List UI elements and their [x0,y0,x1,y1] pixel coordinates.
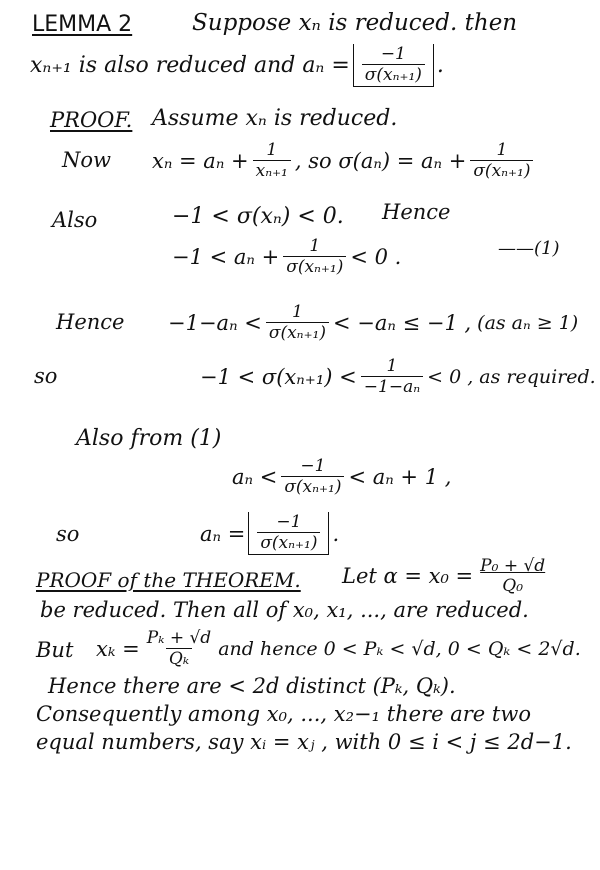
fraction-numerator: 1 [496,140,508,160]
theorem-let-text: Let α = x₀ = [342,564,474,588]
fraction-numerator: P₀ + √d [480,556,546,576]
floor2-end: . [332,521,340,546]
fraction-numerator: 1 [386,356,398,376]
now-eq-left: xₙ = aₙ + [152,148,249,173]
ineq1-left: −1 < aₙ + [172,244,280,269]
fraction-numerator: Pₖ + √d [146,628,212,648]
fraction-numerator: −1 [276,512,302,532]
ineq2-right: < −aₙ ≤ −1 , [333,310,472,335]
proof-assume: Assume xₙ is reduced. [152,106,398,131]
ineq2-left: −1−aₙ < [168,310,262,335]
floor2-left: aₙ = [200,521,246,546]
lemma-line-2 [30,44,444,87]
lemma-line-2-end: . [436,53,444,78]
fraction-denominator: σ(xₙ₊₁) [362,64,425,85]
lemma-line-1: Suppose xₙ is reduced. then [192,10,518,36]
equation-tag-1: ——(1) [498,238,560,259]
also-from-label: Also from (1) [76,426,222,451]
inequality-4 [232,456,451,497]
ineq3-fraction [361,356,423,397]
but-left: xₖ = [96,636,140,661]
fraction-denominator: σ(xₙ₊₁) [470,160,533,181]
floor2-fraction [257,512,320,553]
alpha-fraction [477,556,548,596]
theorem-line-5: Consequently among x₀, ..., x₂⁤−₁ there are two [36,702,531,726]
lemma-floor-expression [353,44,434,87]
lemma-label: LEMMA 2 [32,12,133,37]
lemma-line-2-text: xₙ₊₁ is also reduced and aₙ = [30,53,350,78]
also-label: Also [52,208,98,232]
ineq1-fraction [283,236,346,277]
fraction-numerator: 1 [292,302,303,322]
now-fraction-2 [470,140,533,181]
now-equation [152,140,537,181]
floor-equation-2 [200,512,339,555]
fraction-denominator: σ(xₙ₊₁) [283,256,346,277]
proof-label: PROOF. [50,108,133,132]
ineq4-left: aₙ < [232,464,278,489]
but-fraction [144,628,214,669]
also-inequality: −1 < σ(xₙ) < 0. [172,204,344,229]
fraction-denominator: σ(xₙ₊₁) [257,532,320,553]
theorem-let-line [342,556,552,596]
theorem-but-line [96,628,581,669]
ineq3-left: −1 < σ(xₙ₊₁) < [200,364,357,389]
fraction-numerator: 1 [309,236,321,256]
now-eq-mid: , so σ(aₙ) = aₙ + [294,148,467,173]
now-fraction-1 [253,140,291,181]
ineq4-right: < aₙ + 1 , [348,464,452,489]
but-label: But [36,638,74,662]
theorem-line-2: be reduced. Then all of x₀, x₁, ..., are reduced. [40,598,529,622]
inequality-1 [172,236,401,277]
inequality-2 [168,302,578,343]
fraction-numerator: −1 [380,44,406,64]
floor2-expression [248,512,329,555]
so-label: so [34,364,58,388]
fraction-denominator: σ(xₙ₊₁) [281,476,344,497]
lemma-floor-fraction [362,44,425,85]
fraction-denominator: xₙ₊₁ [253,160,291,181]
so2-label: so [56,522,80,546]
theorem-line-4: Hence there are < 2d distinct (Pₖ, Qₖ). [48,674,456,698]
theorem-proof-label: PROOF of the THEOREM. [36,568,301,592]
ineq3-right: < 0 , as required. [427,365,596,388]
ineq2-note: (as aₙ ≥ 1) [477,311,579,334]
fraction-denominator: −1−aₙ [361,376,423,397]
theorem-line-6: equal numbers, say xᵢ = xⱼ , with 0 ≤ i < j ≤ 2d−1. [36,730,572,754]
fraction-numerator: −1 [300,456,326,476]
fraction-numerator: 1 [266,140,278,160]
ineq4-fraction [281,456,344,497]
hence-word: Hence [382,200,451,224]
inequality-3 [200,356,596,397]
fraction-denominator: Qₖ [166,648,192,669]
ineq2-fraction [266,302,329,343]
fraction-denominator: Q₀ [502,576,524,596]
ineq1-right: < 0 . [350,244,402,269]
hence-label: Hence [56,310,125,334]
now-label: Now [62,148,111,172]
fraction-denominator: σ(xₙ₊₁) [266,322,329,343]
but-right: and hence 0 < Pₖ < √d, 0 < Qₖ < 2√d. [218,637,581,660]
